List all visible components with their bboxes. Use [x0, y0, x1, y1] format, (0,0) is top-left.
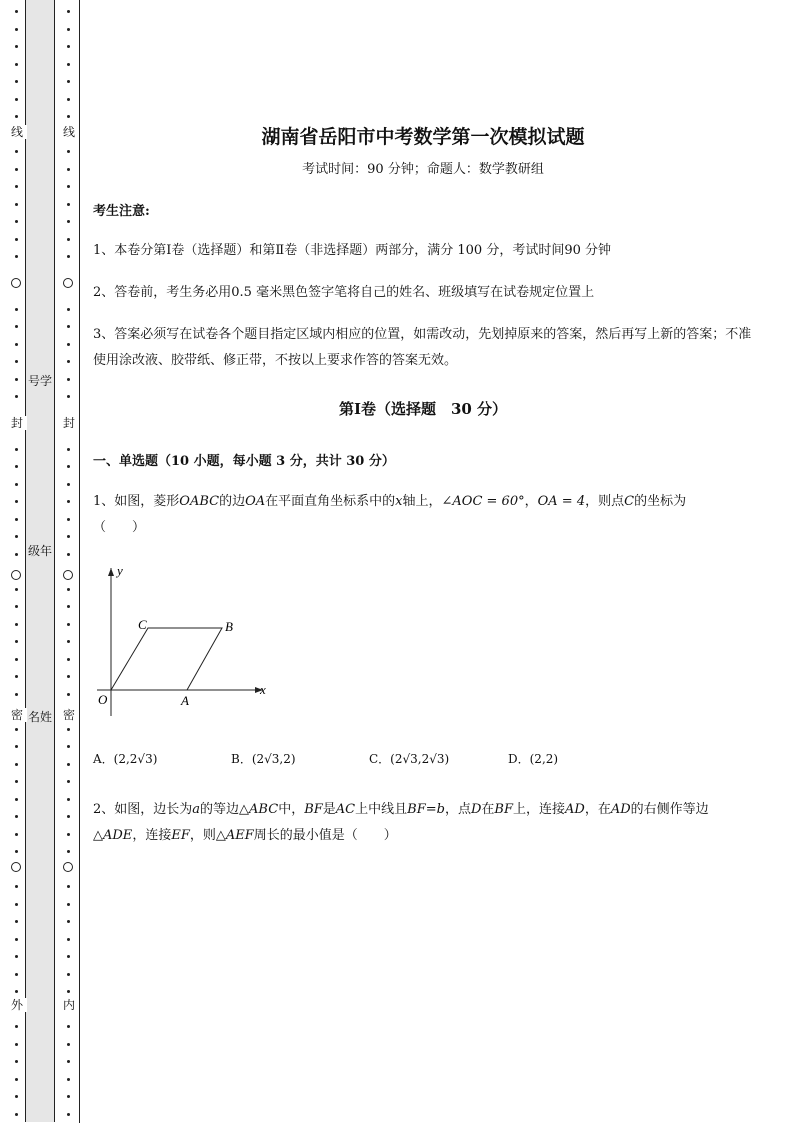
y-axis-label: y: [117, 563, 123, 578]
seal-line-dot: [15, 938, 18, 941]
point-c-label: C: [138, 617, 147, 632]
question-1-stem: 1、如图，菱形OABC的边OA在平面直角坐标系中的x轴上，∠AOC = 60°，OA = 4，则点C的坐标为 （ ）: [93, 494, 687, 535]
seal-line-dot: [67, 255, 70, 258]
seal-line-dot: [15, 535, 18, 538]
name-field-label: 名姓: [27, 710, 52, 724]
seal-line-dot: [67, 115, 70, 118]
seal-line-dot: [15, 623, 18, 626]
margin-border-line: [79, 0, 80, 1123]
seal-line-dot: [15, 98, 18, 101]
seal-line-dot: [15, 255, 18, 258]
inner-dotted-seal-line: [59, 0, 79, 1123]
seal-line-dot: [15, 518, 18, 521]
seal-line-dot: [15, 63, 18, 66]
seal-line-label: 密: [59, 708, 79, 722]
exam-title: 湖南省岳阳市中考数学第一次模拟试题: [261, 126, 585, 148]
seal-line-dot: [67, 98, 70, 101]
seal-line-dot: [67, 203, 70, 206]
seal-line-dot: [15, 815, 18, 818]
seal-line-dot: [15, 903, 18, 906]
seal-line-dot: [67, 1043, 70, 1046]
seal-line-dot: [67, 518, 70, 521]
seal-line-label: 线: [7, 125, 27, 139]
seal-line-dot: [15, 1078, 18, 1081]
seal-line-dot: [15, 465, 18, 468]
seal-line-dot: [15, 325, 18, 328]
rhombus-oabc: [111, 628, 222, 690]
seal-line-dot: [67, 168, 70, 171]
seal-line-dot: [15, 1025, 18, 1028]
section-title: 第I卷（选择题 30 分）: [338, 400, 508, 418]
seal-line-dot: [67, 378, 70, 381]
seal-line-dot: [67, 1060, 70, 1063]
seal-line-dot: [67, 220, 70, 223]
seal-line-dot: [67, 728, 70, 731]
seal-line-label: 封: [59, 416, 79, 430]
seal-line-label: 封: [7, 416, 27, 430]
seal-line-dot: [67, 238, 70, 241]
question-1-option-d[interactable]: D．(2,2): [508, 752, 559, 766]
seal-line-dot: [15, 45, 18, 48]
seal-line-dot: [67, 1078, 70, 1081]
seal-line-dot: [15, 920, 18, 923]
seal-line-dot: [15, 1095, 18, 1098]
seal-line-dot: [67, 1025, 70, 1028]
x-axis-label: x: [260, 682, 266, 697]
seal-line-circle: [11, 862, 21, 872]
seal-line-dot: [15, 500, 18, 503]
seal-line-dot: [15, 763, 18, 766]
seal-line-dot: [67, 903, 70, 906]
seal-line-dot: [15, 745, 18, 748]
seal-line-circle: [63, 278, 73, 288]
question-1-option-b[interactable]: B．(2√3,2): [231, 752, 296, 766]
seal-line-dot: [15, 675, 18, 678]
notice-heading: 考生注意:: [93, 204, 150, 219]
outer-dotted-seal-line: [7, 0, 27, 1123]
seal-line-dot: [67, 920, 70, 923]
rhombus-coordinate-figure: [95, 558, 285, 718]
seal-line-dot: [15, 553, 18, 556]
seal-line-dot: [67, 1095, 70, 1098]
seal-line-dot: [15, 1113, 18, 1116]
seal-line-dot: [67, 1113, 70, 1116]
seal-line-dot: [67, 80, 70, 83]
seal-line-dot: [15, 203, 18, 206]
seal-line-circle: [11, 570, 21, 580]
seal-line-dot: [15, 220, 18, 223]
seal-line-dot: [67, 973, 70, 976]
seal-line-dot: [67, 605, 70, 608]
seal-line-dot: [15, 378, 18, 381]
seal-line-dot: [15, 728, 18, 731]
seal-line-circle: [63, 570, 73, 580]
seal-line-dot: [15, 973, 18, 976]
seal-line-label: 内: [59, 998, 79, 1012]
seal-line-dot: [67, 745, 70, 748]
seal-line-dot: [67, 308, 70, 311]
seal-line-dot: [15, 640, 18, 643]
seal-line-dot: [67, 150, 70, 153]
seal-line-dot: [15, 658, 18, 661]
seal-line-dot: [67, 553, 70, 556]
seal-line-dot: [15, 115, 18, 118]
seal-line-dot: [15, 150, 18, 153]
seal-line-dot: [15, 168, 18, 171]
seal-line-dot: [67, 885, 70, 888]
seal-line-dot: [67, 395, 70, 398]
seal-line-dot: [67, 990, 70, 993]
notice-item-1: 1、本卷分第I卷（选择题）和第Ⅱ卷（非选择题）两部分，满分 100 分，考试时间90 分钟: [93, 243, 611, 258]
seal-line-circle: [63, 862, 73, 872]
exam-subtitle: 考试时间：90 分钟；命题人：数学教研组: [302, 162, 544, 177]
notice-item-2: 2、答卷前，考生务必用0.5 毫米黑色签字笔将自己的姓名、班级填写在试卷规定位置上: [93, 285, 595, 300]
question-1-option-c[interactable]: C．(2√3,2√3): [369, 752, 450, 766]
seal-line-dot: [15, 605, 18, 608]
seal-line-dot: [15, 588, 18, 591]
seal-line-dot: [67, 833, 70, 836]
seal-line-dot: [15, 80, 18, 83]
seal-line-dot: [15, 185, 18, 188]
seal-line-dot: [15, 395, 18, 398]
seal-line-dot: [15, 10, 18, 13]
seal-line-dot: [67, 448, 70, 451]
seal-line-dot: [67, 623, 70, 626]
seal-line-dot: [67, 465, 70, 468]
seal-line-label: 线: [59, 125, 79, 139]
seal-line-dot: [67, 763, 70, 766]
question-group-title: 一、单选题（10 小题，每小题 3 分，共计 30 分）: [93, 454, 395, 469]
seal-line-dot: [15, 308, 18, 311]
seal-line-dot: [67, 185, 70, 188]
seal-line-dot: [67, 360, 70, 363]
seal-line-dot: [15, 850, 18, 853]
seal-line-dot: [67, 938, 70, 941]
seal-line-dot: [67, 693, 70, 696]
seal-line-dot: [15, 798, 18, 801]
question-2-stem: 2、如图，边长为a的等边△ABC中，BF是AC上中线且BF=b，点D在BF上，连接AD，在AD的右侧作等边△ADE，连接EF，则△AEF周长的最小值是（ ）: [93, 802, 709, 843]
seal-line-dot: [67, 850, 70, 853]
seal-line-dot: [15, 885, 18, 888]
seal-line-dot: [67, 343, 70, 346]
seal-line-dot: [15, 238, 18, 241]
seal-line-dot: [15, 1043, 18, 1046]
question-1-option-a[interactable]: A．(2,2√3): [93, 752, 158, 766]
point-b-label: B: [225, 619, 233, 634]
seal-line-dot: [67, 45, 70, 48]
seal-line-dot: [15, 360, 18, 363]
seal-line-dot: [67, 640, 70, 643]
y-axis-arrow: [108, 568, 114, 576]
seal-line-dot: [67, 63, 70, 66]
seal-line-label: 密: [7, 708, 27, 722]
seal-line-dot: [15, 448, 18, 451]
seal-line-dot: [67, 798, 70, 801]
seal-line-dot: [15, 28, 18, 31]
origin-label: O: [98, 692, 108, 707]
seal-line-dot: [15, 693, 18, 696]
grade-field-label: 级年: [27, 544, 52, 558]
seal-line-dot: [67, 675, 70, 678]
seal-line-dot: [15, 483, 18, 486]
seal-line-dot: [15, 780, 18, 783]
notice-item-3: 3、答案必须写在试卷各个题目指定区域内相应的位置，如需改动，先划掉原来的答案，然后再写上新的答案；不准使用涂改液、胶带纸、修正带，不按以上要求作答的答案无效。: [93, 327, 752, 368]
seal-line-dot: [67, 10, 70, 13]
seal-line-dot: [67, 325, 70, 328]
student-id-field-label: 号学: [27, 374, 52, 388]
seal-line-dot: [67, 815, 70, 818]
seal-line-dot: [15, 990, 18, 993]
seal-line-dot: [15, 343, 18, 346]
seal-line-dot: [67, 483, 70, 486]
seal-line-dot: [15, 1060, 18, 1063]
seal-line-dot: [67, 955, 70, 958]
seal-line-dot: [67, 780, 70, 783]
seal-line-dot: [15, 833, 18, 836]
seal-line-dot: [67, 588, 70, 591]
seal-line-dot: [67, 658, 70, 661]
seal-line-dot: [67, 535, 70, 538]
binding-margin-strip: [25, 0, 55, 1122]
point-a-label: A: [181, 693, 189, 708]
seal-line-dot: [67, 28, 70, 31]
seal-line-dot: [15, 955, 18, 958]
seal-line-label: 外: [7, 998, 27, 1012]
seal-line-dot: [67, 500, 70, 503]
seal-line-circle: [11, 278, 21, 288]
